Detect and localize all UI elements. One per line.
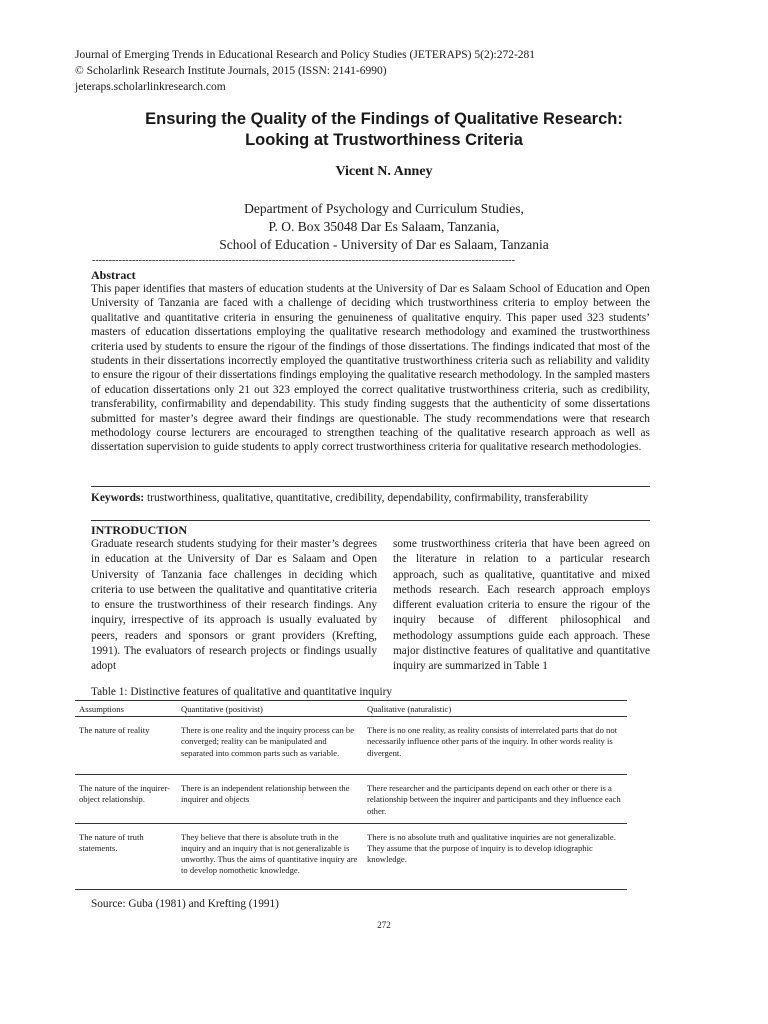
table-row — [75, 775, 627, 824]
table-cell: There is one reality and the inquiry process can be converged; reality can be manipulated and separated into common parts such as variable. — [177, 717, 363, 775]
introduction-column-2: some trustworthiness criteria that have been agreed on the literature in relation to a particular research approach, such as qualitative, quantitative and mixed methods research. Each research approach employs different evaluation criteria to ensure the rigour of the inquiry because of different philosophical and methodology assumptions guide each approach. These major distinctive features of qualitative and quantitative inquiry are summarized in Table 1 — [393, 538, 650, 673]
paper-title — [60, 109, 708, 151]
table-source: Source: Guba (1981) and Krefting (1991) — [91, 898, 279, 910]
copyright-line: © Scholarlink Research Institute Journals, 2015 (ISSN: 2141-6990) — [75, 65, 387, 77]
table-cell: There researcher and the participants depend on each other or there is a relationship between the inquirer and participants and they influence each other. — [363, 775, 627, 824]
table-caption: Table 1: Distinctive features of qualitative and quantitative inquiry — [91, 686, 392, 698]
affiliation-line-1: Department of Psychology and Curriculum Studies, — [244, 201, 524, 216]
table-cell: There is an independent relationship between the inquirer and objects — [177, 775, 363, 824]
table-cell: There is no absolute truth and qualitative inquiries are not generalizable. They assume that the purpose of inquiry is to develop idiographic knowledge. — [363, 823, 627, 889]
journal-header — [75, 47, 535, 95]
divider-line — [91, 520, 650, 521]
title-line-2: Looking at Trustworthiness Criteria — [245, 131, 523, 149]
affiliation — [60, 200, 708, 254]
introduction-heading: INTRODUCTION — [91, 523, 188, 537]
table-row — [75, 823, 627, 889]
abstract-body: This paper identifies that masters of education students at the University of Dar es Salaam School of Education and Open University of Tanzania are faced with a challenge of deciding which trustworthiness criteria to employ between the qualitative and quantitative criteria in ensuring the genuineness of qualitative enquiry. This paper used 323 students’ masters of education dissertations employing the qualitative research methodology and examined the trustworthiness criteria used by students to ensure the rigour of the findings of those dissertations. The findings indicated that most of the students in their dissertations incorrectly employed the quantitative trustworthiness criteria such as reliability and validity to ensure the rigour of their dissertations findings employing the qualitative research methodology. In the sampled masters of education dissertations only 21 out 323 employed the correct qualitative trustworthiness criteria, such as credibility, transferability, confirmability and dependability. This study finding suggests that the authenticity of some dissertations submitted for master’s degree award their findings are questionable. The study recommendations were that research methodology course lecturers are encouraged to strengthen teaching of the qualitative research approach as well as dissertation supervision to guide students to apply correct trustworthiness criteria for qualitative research methodologies. — [91, 283, 650, 454]
table-header-row — [75, 701, 627, 717]
page-number: 272 — [377, 920, 391, 930]
table-cell: The nature of truth statements. — [75, 823, 177, 889]
header-quantitative: Quantitative (positivist) — [177, 701, 363, 717]
header-qualitative: Qualitative (naturalistic) — [363, 701, 627, 717]
dashed-separator: ------------------------------------------------------------------------------------------------------------------------------- — [92, 255, 515, 266]
abstract-heading: Abstract — [91, 268, 136, 282]
keywords-label: Keywords: — [91, 492, 145, 504]
table-row — [75, 717, 627, 775]
table-cell: There is no one reality, as reality consists of interrelated parts that do not necessarily influence other parts of the inquiry. In other words reality is divergent. — [363, 717, 627, 775]
affiliation-line-3: School of Education - University of Dar es Salaam, Tanzania — [219, 237, 549, 252]
table-cell: The nature of reality — [75, 717, 177, 775]
journal-line: Journal of Emerging Trends in Educational Research and Policy Studies (JETERAPS) 5(2):272-281 — [75, 49, 536, 61]
table-cell: The nature of the inquirer-object relationship. — [75, 775, 177, 824]
website-line: jeteraps.scholarlinkresearch.com — [75, 81, 226, 93]
features-table — [75, 700, 627, 890]
introduction-column-1: Graduate research students studying for their master’s degrees in education at the University of Dar es Salaam and Open University of Tanzania face challenges in deciding which criteria to use between the qualitative and quantitative criteria to ensure the trustworthiness of their research findings. Any inquiry, irrespective of its approach is usually evaluated by peers, readers and sponsors or grant providers (Krefting, 1991). The evaluators of research projects or findings usually adopt — [91, 538, 377, 673]
divider-line — [91, 486, 650, 487]
keywords-text: trustworthiness, qualitative, quantitative, credibility, dependability, confirmability, transferability — [147, 492, 589, 504]
title-line-1: Ensuring the Quality of the Findings of Qualitative Research: — [145, 110, 623, 128]
affiliation-line-2: P. O. Box 35048 Dar Es Salaam, Tanzania, — [268, 219, 500, 234]
author-name: Vicent N. Anney — [335, 164, 433, 179]
keywords — [91, 491, 588, 505]
header-assumptions: Assumptions — [75, 701, 177, 717]
table-cell: They believe that there is absolute truth in the inquiry and an inquiry that is not generalizable is unworthy. Thus the aims of quantitative inquiry are to develop nomothetic knowledge. — [177, 823, 363, 889]
